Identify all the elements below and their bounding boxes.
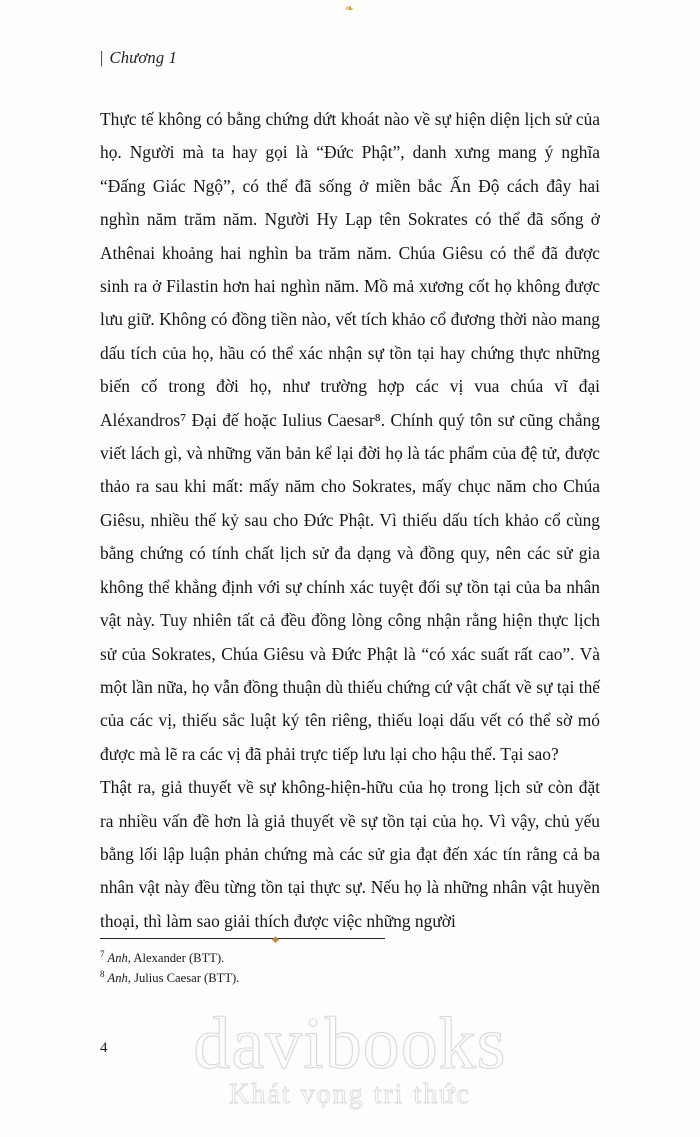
footnote-item — [100, 968, 600, 988]
footnote-text: Alexander (BTT). — [130, 951, 225, 965]
footnote-marker: 8 — [100, 968, 105, 979]
footnote-item — [100, 948, 600, 968]
paragraph: Thực tế không có bằng chứng dứt khoát nào về sự hiện diện lịch sử của họ. Người mà ta hay gọi là “Đức Phật”, danh xưng mang ý nghĩa “Đấng Giác Ngộ”, có thể đã sống ở miền bắc Ấn Độ cách đây hai nghìn năm trăm năm. Người Hy Lạp tên Sokrates có thể đã sống ở Athênai khoảng hai nghìn ba trăm năm. Chúa Giêsu có thể đã được sinh ra ở Filastin hơn hai nghìn năm. Mồ mả xương cốt họ không được lưu giữ. Không có đồng tiền nào, vết tích khảo cổ đương thời nào mang dấu tích của họ, hầu có thể xác nhận sự tồn tại hay chứng thực những biến cố trong đời họ, như trường hợp các vị vua chúa vĩ đại Aléxandros⁷ Đại đế hoặc Iulius Caesar⁸. Chính quý tôn sư cũng chẳng viết lách gì, và những văn bản kể lại đời họ là tác phẩm của đệ tử, được thảo ra sau khi mất: mấy năm cho Sokrates, mấy chục năm cho Chúa Giêsu, nhiều thế kỷ sau cho Đức Phật. Vì thiếu dấu tích khảo cổ cùng bằng chứng có tính chất lịch sử đa dạng và đồng quy, nên các sử gia không thể khẳng định với sự chính xác tuyệt đối sự tồn tại của ba nhân vật này. Tuy nhiên tất cả đều đồng lòng công nhận rằng hiện thực lịch sử của Sokrates, Chúa Giêsu và Đức Phật là “có xác suất rất cao”. Và một lần nữa, họ vẫn đồng thuận dù thiếu chứng cứ vật chất về sự tại thế của các vị, thiếu sắc luật ký tên riêng, thiếu loại dấu vết có thể sờ mó được mà lẽ ra các vị đã phải trực tiếp lưu lại cho hậu thế. Tại sao? — [100, 109, 600, 764]
running-head-rule: | — [100, 48, 104, 67]
running-head-label: Chương 1 — [109, 48, 178, 67]
footnote-list — [100, 948, 600, 988]
paragraph: Thật ra, giả thuyết về sự không-hiện-hữu của họ trong lịch sử còn đặt ra nhiều vấn đề hơn là giả thuyết về sự tồn tại của họ. Vì vậy, chủ yếu bằng lối lập luận phản chứng mà các sử gia đạt đến xác tín rằng cả ba nhân vật này đều từng tồn tại thực sự. Nếu họ là những nhân vật huyền thoại, thì làm sao giải thích được việc những người — [100, 777, 600, 931]
watermark-brand: davibooks — [193, 1003, 507, 1085]
watermark — [0, 1005, 700, 1111]
footnote-text: Julius Caesar (BTT). — [130, 971, 240, 985]
page-number: 4 — [100, 1040, 108, 1056]
watermark-tagline: Khát vọng tri thức — [229, 1079, 471, 1110]
footnote-marker: 7 — [100, 948, 105, 959]
rule-ornament-icon: ◆ — [272, 934, 279, 944]
ornament-icon: ❧ — [344, 3, 356, 15]
body-text-column — [100, 103, 600, 938]
running-head — [100, 48, 177, 68]
footnote-separator — [100, 938, 385, 939]
footnote-emphasis: Anh, — [107, 971, 131, 985]
footnote-emphasis: Anh, — [107, 951, 131, 965]
